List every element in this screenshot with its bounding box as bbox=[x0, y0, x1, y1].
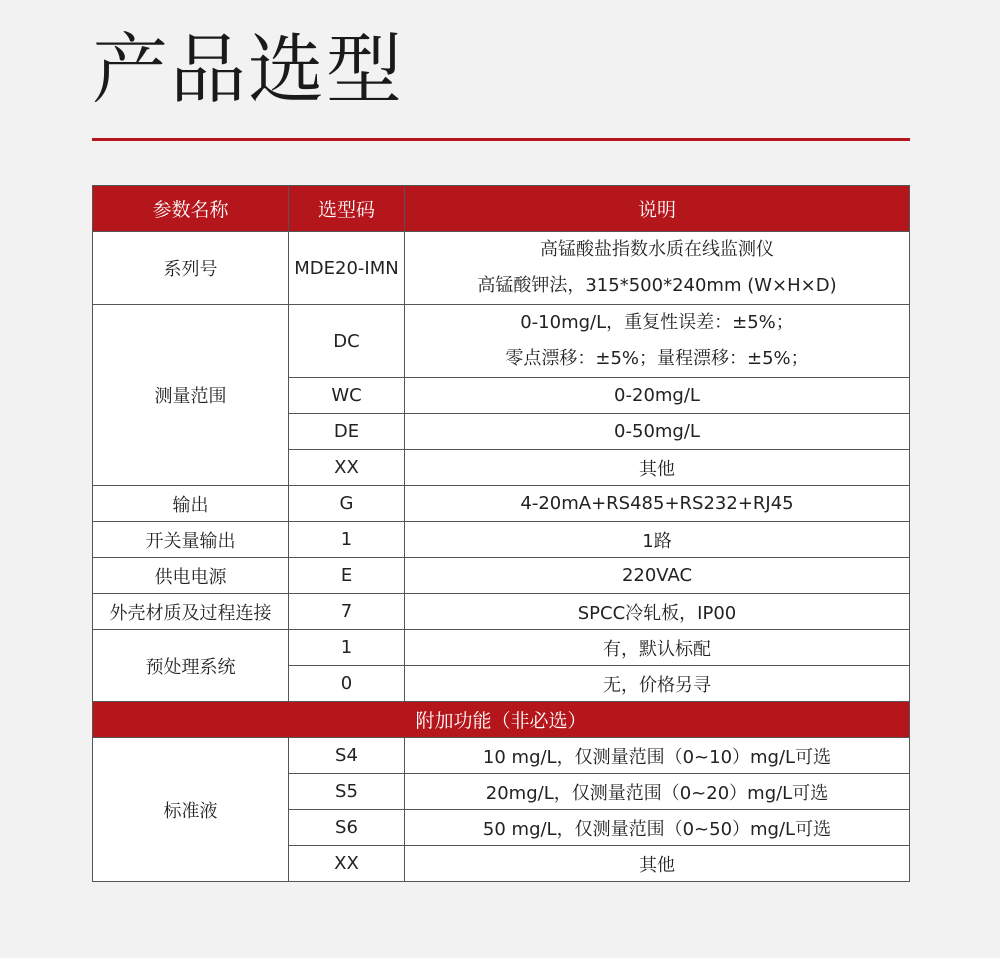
param-code: 1 bbox=[289, 522, 405, 558]
param-code: MDE20-IMN bbox=[289, 232, 405, 305]
header-param-name: 参数名称 bbox=[93, 186, 289, 232]
param-description: 有，默认标配 bbox=[405, 630, 910, 666]
title-divider bbox=[92, 138, 910, 141]
param-description: 0-20mg/L bbox=[405, 378, 910, 414]
param-description: 10 mg/L，仅测量范围（0~10）mg/L可选 bbox=[405, 738, 910, 774]
param-name: 供电电源 bbox=[93, 558, 289, 594]
param-code: DE bbox=[289, 414, 405, 450]
param-description: 4-20mA+RS485+RS232+RJ45 bbox=[405, 486, 910, 522]
param-name: 外壳材质及过程连接 bbox=[93, 594, 289, 630]
param-description: 220VAC bbox=[405, 558, 910, 594]
param-description bbox=[405, 305, 910, 378]
description-line: 高锰酸盐指数水质在线监测仪 bbox=[540, 239, 774, 260]
description-line: 0-10mg/L，重复性误差：±5%； bbox=[520, 312, 794, 333]
param-name: 系列号 bbox=[93, 232, 289, 305]
table-row bbox=[93, 486, 910, 522]
param-code: S5 bbox=[289, 774, 405, 810]
header-code: 选型码 bbox=[289, 186, 405, 232]
param-description: 其他 bbox=[405, 450, 910, 486]
param-description: 无，价格另寻 bbox=[405, 666, 910, 702]
addon-section-row bbox=[93, 702, 910, 738]
header-description: 说明 bbox=[405, 186, 910, 232]
addon-section-header: 附加功能（非必选） bbox=[93, 702, 910, 738]
table-row bbox=[93, 305, 910, 378]
page-title: 产品选型 bbox=[92, 25, 404, 114]
param-description: 0-50mg/L bbox=[405, 414, 910, 450]
table-header-row bbox=[93, 186, 910, 232]
table-row bbox=[93, 232, 910, 305]
param-code: XX bbox=[289, 450, 405, 486]
param-code: WC bbox=[289, 378, 405, 414]
param-name: 测量范围 bbox=[93, 305, 289, 486]
table-row bbox=[93, 558, 910, 594]
table-row bbox=[93, 522, 910, 558]
description-line: 高锰酸钾法，315*500*240mm (W×H×D) bbox=[477, 275, 837, 296]
param-description: 50 mg/L，仅测量范围（0~50）mg/L可选 bbox=[405, 810, 910, 846]
param-code: S4 bbox=[289, 738, 405, 774]
param-description: 20mg/L，仅测量范围（0~20）mg/L可选 bbox=[405, 774, 910, 810]
description-line: 零点漂移：±5%；量程漂移：±5%； bbox=[505, 348, 809, 369]
param-description: SPCC冷轧板，IP00 bbox=[405, 594, 910, 630]
param-code: DC bbox=[289, 305, 405, 378]
param-name: 开关量输出 bbox=[93, 522, 289, 558]
table-row bbox=[93, 738, 910, 774]
param-name: 预处理系统 bbox=[93, 630, 289, 702]
selection-table bbox=[92, 185, 910, 882]
param-name: 输出 bbox=[93, 486, 289, 522]
param-description: 其他 bbox=[405, 846, 910, 882]
param-code: XX bbox=[289, 846, 405, 882]
param-code: S6 bbox=[289, 810, 405, 846]
table-row bbox=[93, 594, 910, 630]
param-code: E bbox=[289, 558, 405, 594]
param-code: 0 bbox=[289, 666, 405, 702]
param-description bbox=[405, 232, 910, 305]
param-description: 1路 bbox=[405, 522, 910, 558]
param-code: G bbox=[289, 486, 405, 522]
param-code: 1 bbox=[289, 630, 405, 666]
table-row bbox=[93, 630, 910, 666]
param-code: 7 bbox=[289, 594, 405, 630]
param-name: 标准液 bbox=[93, 738, 289, 882]
